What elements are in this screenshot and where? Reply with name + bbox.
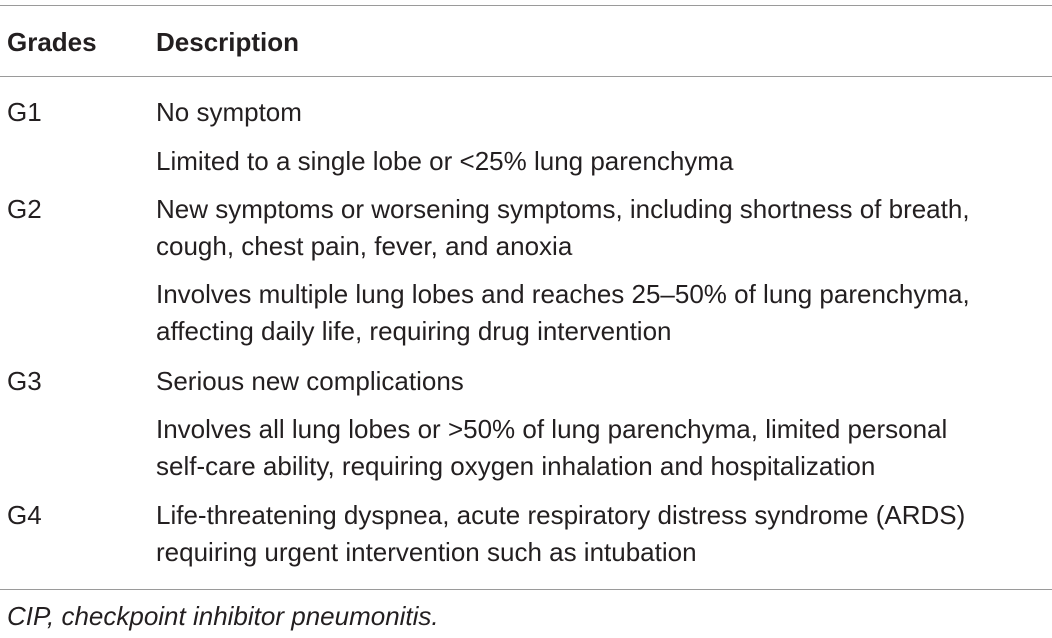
grade-cell: G2 — [7, 194, 42, 224]
table-header-rule — [0, 76, 1052, 77]
description-line: No symptom — [156, 97, 302, 127]
description-line: Serious new complications — [156, 366, 464, 396]
description-line: Involves all lung lobes or >50% of lung parenchyma, limited personal — [156, 414, 948, 444]
description-line: New symptoms or worsening symptoms, including shortness of breath, — [156, 194, 970, 224]
description-line: Involves multiple lung lobes and reaches 25–50% of lung parenchyma, — [156, 279, 970, 309]
table-bottom-rule — [0, 589, 1052, 590]
description-line: Limited to a single lobe or <25% lung parenchyma — [156, 146, 734, 176]
description-line: Life-threatening dyspnea, acute respiratory distress syndrome (ARDS) — [156, 500, 966, 530]
table-top-rule — [0, 5, 1052, 6]
column-header-grades: Grades — [7, 27, 97, 57]
table-footnote: CIP, checkpoint inhibitor pneumonitis. — [7, 601, 439, 631]
description-line: affecting daily life, requiring drug intervention — [156, 316, 672, 346]
grade-cell: G4 — [7, 500, 42, 530]
description-line: cough, chest pain, fever, and anoxia — [156, 231, 573, 261]
column-header-description: Description — [156, 27, 300, 57]
grade-cell: G1 — [7, 97, 42, 127]
grade-cell: G3 — [7, 366, 42, 396]
description-line: self-care ability, requiring oxygen inhalation and hospitalization — [156, 451, 876, 481]
description-line: requiring urgent intervention such as intubation — [156, 537, 697, 567]
